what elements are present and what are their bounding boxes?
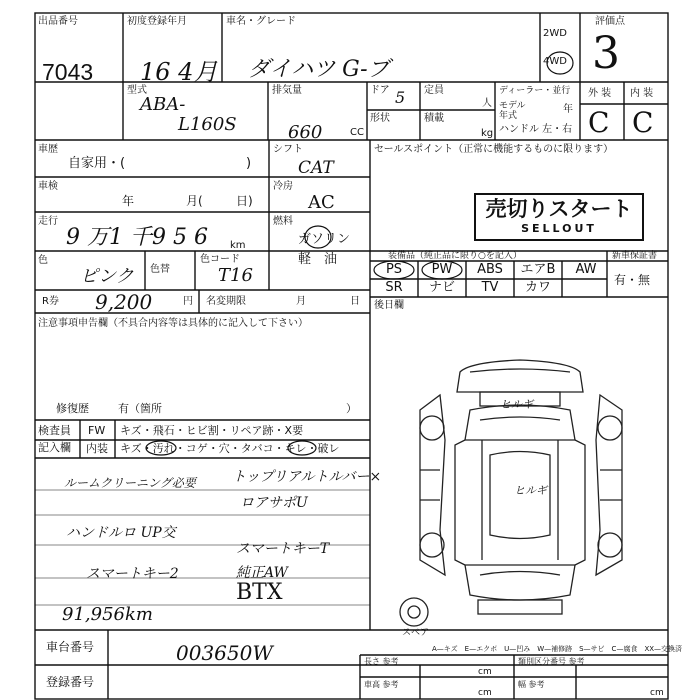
equip-pw: PW <box>431 262 453 277</box>
recycle-label: R券 <box>42 296 59 307</box>
capacity-label: 定員 <box>424 85 444 96</box>
equip-tv: TV <box>481 280 499 295</box>
drive-2wd: 2WD <box>543 28 567 39</box>
model-label: 型式 <box>127 85 147 96</box>
interior-label: 内 装 <box>630 88 654 99</box>
notes-label: 注意事項申告欄（不具合内容等は具体的に記入して下さい） <box>38 318 308 329</box>
score-value: 3 <box>592 28 620 79</box>
capacity-unit: 人 <box>482 98 492 109</box>
history-close: ) <box>246 156 252 171</box>
handwritten-note-3: ロアサポU <box>240 495 308 511</box>
car-name-label: 車名・グレード <box>226 16 296 27</box>
displacement-label: 排気量 <box>272 85 302 96</box>
color-code-label: 色コード <box>200 254 240 265</box>
inspector-label-1: 検査員 <box>38 424 71 437</box>
first-registration-label: 初度登録年月 <box>127 16 187 27</box>
equipment-label: 装備品（純正品に限り○を記入） <box>388 251 522 261</box>
exterior-grade: C <box>588 106 610 139</box>
equip-navi: ナビ <box>428 280 455 295</box>
model-year-label: モデル年式 <box>499 101 526 121</box>
doors-label: ドア <box>370 85 390 96</box>
deadline-month: 月 <box>296 296 306 307</box>
repair-history-close: ） <box>346 402 357 415</box>
mileage-label: 走行 <box>38 216 58 227</box>
handwritten-note-1: ルームクリーニング必要 <box>64 476 196 490</box>
sellout-badge-title: 売切りスタート <box>485 197 633 221</box>
aircon-value: AC <box>308 192 335 213</box>
afterword-label: 後日欄 <box>374 300 404 311</box>
warranty-label: 新車保証書 <box>612 251 658 261</box>
diagram-note-roof: ヒルギ <box>514 484 547 497</box>
exterior-label: 外 装 <box>588 88 612 99</box>
fw-text: キズ・飛石・ヒビ割・リペア跡・X要 <box>120 424 304 437</box>
damage-legend: A—キズ E—エクボ U—凹み W—補修跡 S—サビ C—腐食 XX—交換済 <box>432 645 683 653</box>
interior-check-text: キズ・汚れ・コゲ・穴・タバコ・キレ・破レ <box>120 442 340 455</box>
chassis-number-value: 003650W <box>176 641 273 665</box>
handwritten-note-7: 純正AW <box>236 565 288 581</box>
shift-value: CAT <box>298 158 334 178</box>
mileage-unit: km <box>230 240 246 251</box>
load-unit: kg <box>481 128 494 139</box>
handwritten-note-5: スマートキーT <box>236 541 330 557</box>
aircon-label: 冷房 <box>273 181 293 192</box>
equip-sr: SR <box>385 280 403 295</box>
model-year-unit: 年 <box>563 104 573 115</box>
deadline-day: 日 <box>350 296 360 307</box>
shape-label: 形状 <box>370 113 390 124</box>
registration-number-label: 登録番号 <box>46 675 95 689</box>
shift-label: シフト <box>273 144 303 155</box>
handwritten-note-8: BTX <box>236 580 283 605</box>
equip-ps: PS <box>385 262 403 277</box>
mileage-value: 9 万1 千9 5 6 <box>66 225 208 250</box>
fw-label: FW <box>88 424 106 437</box>
spare-label: スペア <box>402 628 430 638</box>
handwritten-note-4: ハンドルロ UP交 <box>66 525 176 541</box>
repair-history-label: 修復歴 <box>56 402 89 415</box>
height-reference-label: 車高 参考 <box>364 680 399 689</box>
doors-value: 5 <box>395 88 406 107</box>
recycle-value: 9,200 <box>95 290 153 314</box>
chassis-number-label: 車台番号 <box>46 640 95 654</box>
width-reference-label: 幅 参考 <box>518 680 545 689</box>
color-change-label: 色替 <box>150 264 170 275</box>
interior-grade: C <box>632 106 654 139</box>
displacement-unit: CC <box>350 127 364 138</box>
recycle-unit: 円 <box>183 296 193 307</box>
class-number-label: 類別区分番号 参考 <box>518 657 585 666</box>
displacement-value: 660 <box>288 122 323 143</box>
cm-unit-2: cm <box>478 688 492 698</box>
equip-airbag: エアB <box>520 262 556 277</box>
repair-history-value: 有（箇所 <box>118 402 162 415</box>
sellout-badge-subtitle: SELLOUT <box>521 222 597 235</box>
history-value: 自家用・( <box>68 156 126 171</box>
color-label: 色 <box>38 255 48 266</box>
equip-abs: ABS <box>477 262 503 277</box>
inspection-month: 月( <box>186 194 203 208</box>
fuel-options: ガソリン 軽 油 <box>298 232 351 267</box>
model-line-1: ABA- <box>140 94 186 115</box>
car-name-value: ダイハツ G-ブ <box>248 57 390 82</box>
history-label: 車歴 <box>38 144 58 155</box>
handwritten-note-2: トップリアルトルバー× <box>232 469 382 485</box>
cm-unit-1: cm <box>478 667 492 677</box>
warranty-value: 有・無 <box>614 273 651 287</box>
handwritten-mileage: 91,956km <box>62 604 153 625</box>
length-reference-label: 長さ 参考 <box>364 657 399 666</box>
handwritten-note-6: スマートキー2 <box>86 566 179 582</box>
model-line-2: L160S <box>178 114 237 135</box>
lot-number-label: 出品番号 <box>38 16 78 27</box>
equip-aw: AW <box>575 262 597 277</box>
handle-label: ハンドル 左・右 <box>499 124 573 135</box>
lot-number: 7043 <box>42 59 94 85</box>
sales-point-label: セールスポイント（正常に機能するものに限ります） <box>374 144 614 155</box>
score-label: 評価点 <box>595 16 625 27</box>
inspection-day: 日) <box>236 194 253 208</box>
equip-kawa: カワ <box>524 280 551 295</box>
interior-check-label: 内装 <box>86 442 108 455</box>
first-registration-value: 16 4月 <box>140 58 218 86</box>
inspection-year: 年 <box>122 194 135 208</box>
diagram-note-front: ヒルギ <box>500 398 533 411</box>
sellout-badge <box>474 193 644 241</box>
load-label: 積載 <box>424 113 444 124</box>
cm-unit-3: cm <box>650 688 664 698</box>
drive-4wd: 4WD <box>543 56 567 67</box>
name-change-deadline-label: 名変期限 <box>206 296 246 307</box>
inspection-label: 車検 <box>38 181 58 192</box>
inspector-label-2: 記入欄 <box>38 441 71 454</box>
color-value: ピンク <box>80 266 134 287</box>
dealer-label: ディーラー・並行 <box>499 86 571 96</box>
color-code-value: T16 <box>218 265 253 286</box>
fuel-label: 燃料 <box>273 216 293 227</box>
